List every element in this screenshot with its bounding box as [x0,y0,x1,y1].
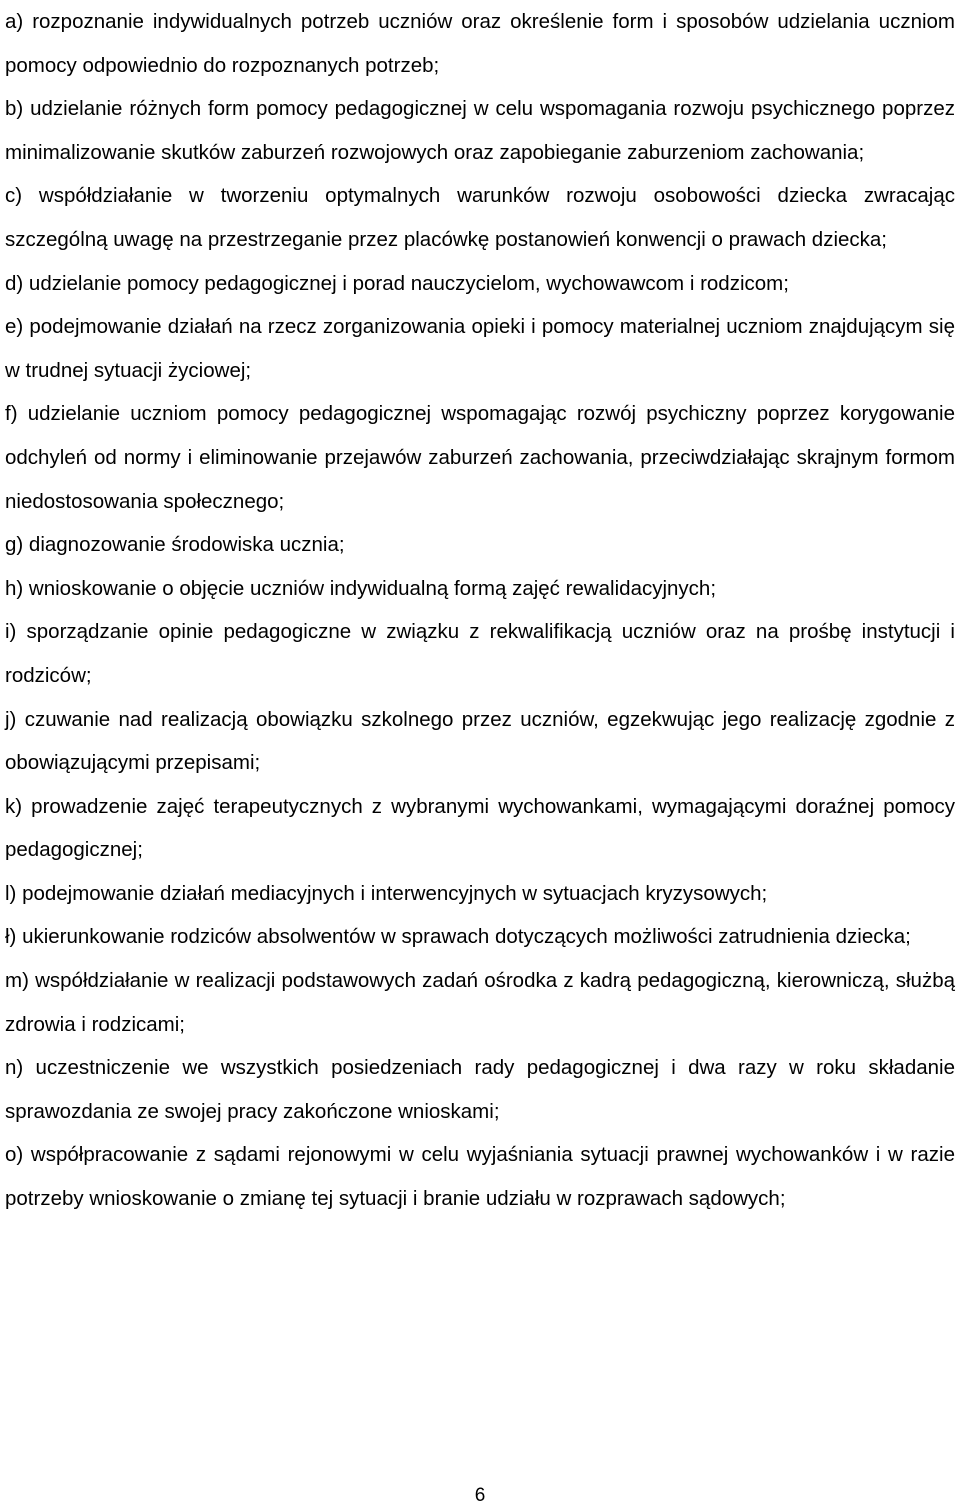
page-number: 6 [474,1485,486,1506]
list-item-a: a) rozpoznanie indywidualnych potrzeb uczniów oraz określenie form i sposobów udzielania uczniom pomocy odpowiednio do rozpoznanych potrzeb; [5,10,955,77]
list-item-d: d) udzielanie pomocy pedagogicznej i porad nauczycielom, wychowawcom i rodzicom; [5,271,789,295]
list-item-g: g) diagnozowanie środowiska ucznia; [5,533,345,557]
list-item-o: o) współpracowanie z sądami rejonowymi w celu wyjaśniania sytuacji prawnej wychowanków i w razie potrzeby wnioskowanie o zmianę tej sytuacji i branie udziału w rozprawach sądowych; [5,1143,955,1211]
list-item-i: i) sporządzanie opinie pedagogiczne w związku z rekwalifikacją uczniów oraz na prośbę instytucji i rodziców; [5,620,955,687]
list-item-f: f) udzielanie uczniom pomocy pedagogicznej wspomagając rozwój psychiczny poprzez korygowanie odchyleń od normy i eliminowanie przejawów zaburzeń zachowania, przeciwdziałając skrajnym formom niedostosowania społecznego; [5,402,955,513]
document-page [5,0,955,1221]
list-item-b: b) udzielanie różnych form pomocy pedagogicznej w celu wspomagania rozwoju psychicznego poprzez minimalizowanie skutków zaburzeń rozwojowych oraz zapobieganie zaburzeniom zachowania; [5,97,955,164]
list-item-j: j) czuwanie nad realizacją obowiązku szkolnego przez uczniów, egzekwując jego realizację zgodnie z obowiązującymi przepisami; [5,707,955,775]
list-item-k: k) prowadzenie zajęć terapeutycznych z wybranymi wychowankami, wymagającymi doraźnej pomocy pedagogicznej; [5,794,955,862]
list-item-h: h) wnioskowanie o objęcie uczniów indywidualną formą zajęć rewalidacyjnych; [5,576,717,600]
list-item-n: n) uczestniczenie we wszystkich posiedzeniach rady pedagogicznej i dwa razy w roku składanie sprawozdania ze swojej pracy zakończone wnioskami; [5,1056,955,1123]
list-item-c: c) współdziałanie w tworzeniu optymalnych warunków rozwoju osobowości dziecka zwracając szczególną uwagę na przestrzeganie przez placówkę postanowień konwencji o prawach dziecka; [5,184,955,251]
list-item-e: e) podejmowanie działań na rzecz zorganizowania opieki i pomocy materialnej uczniom znajdującym się w trudnej sytuacji życiowej; [5,315,955,382]
list-item-m: m) współdziałanie w realizacji podstawowych zadań ośrodka z kadrą pedagogiczną, kierowniczą, służbą zdrowia i rodzicami; [5,969,955,1036]
list-item-l-stroke: ł) ukierunkowanie rodziców absolwentów w sprawach dotyczących możliwości zatrudnienia dziecka; [5,925,911,949]
list-item-l: l) podejmowanie działań mediacyjnych i interwencyjnych w sytuacjach kryzysowych; [5,881,768,905]
